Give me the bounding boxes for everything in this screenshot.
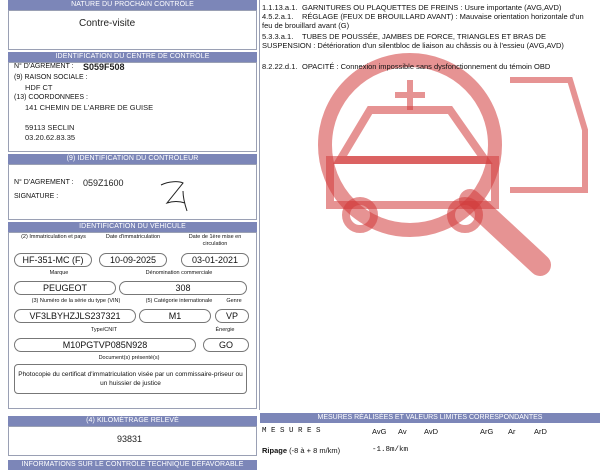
col-avd: AvD [424,427,439,436]
genre-value: VP [215,309,249,323]
controleur-box [8,164,257,220]
genre-caption: Genre [226,298,242,304]
marque-caption: Marque [49,270,69,276]
date-immat-caption: Date d'immatriculation [105,234,161,240]
categorie-value: M1 [139,309,211,323]
signature-scribble [149,179,209,213]
date-first-value: 03-01-2021 [181,253,249,267]
date-first-caption: Date de 1ère mise en circulation [188,234,242,247]
footer-header: INFORMATIONS SUR LE CONTRÔLE TECHNIQUE DÉFAVORABLE [8,460,257,470]
defect-item: 8.2.22.d.1. OPACITÉ : Connexion impossible sans dysfonctionnement du témoin OBD [262,62,551,71]
energie-caption: Énergie [215,327,235,333]
kilometrage-box [8,426,257,456]
col-ard: ArD [534,427,547,436]
col-av: Av [398,427,407,436]
next-inspection-value: Contre-visite [79,18,136,29]
immat-caption: (2) Immatriculation et pays [21,234,86,240]
date-immat-value: 10-09-2025 [99,253,167,267]
categorie-caption: (5) Catégorie internationale [145,298,213,304]
defect-item: 5.3.3.a.1. TUBES DE POUSSÉE, JAMBES DE FORCE, TRIANGLES ET BRAS DE SUSPENSION : Détérioration d'un silentbloc de liaison au châssis ou à l'essieu (AVG,AVD) [262,32,564,50]
centre-agrement-value: S059F508 [83,62,125,72]
centre-box [8,62,257,152]
controleur-agrement-label: N° D'AGREMENT : [14,179,74,186]
marque-value: PEUGEOT [14,281,116,295]
col-ar: Ar [508,427,516,436]
ripage-label: Ripage (-8 à + 8 m/km) [262,446,341,455]
denom-value: 308 [119,281,247,295]
docs-caption: Document(s) présenté(s) [98,355,160,361]
centre-header: IDENTIFICATION DU CENTRE DE CONTRÔLE [8,52,257,62]
vehicule-header: IDENTIFICATION DU VÉHICULE [8,222,257,232]
controleur-header: (9) IDENTIFICATION DU CONTRÔLEUR [8,154,257,164]
raison-sociale-value: HDF CT [25,83,53,92]
mesures-header: MESURES RÉALISÉES ET VALEURS LIMITES CORRESPONDANTES [260,413,600,423]
centre-phone: 03.20.62.83.35 [25,133,76,142]
raison-sociale-label: (9) RAISON SOCIALE : [14,74,88,81]
vehicule-box [8,232,257,409]
defect-item: 4.5.2.a.1. RÉGLAGE (FEUX DE BROUILLARD AVANT) : Mauvaise orientation horizontale d'un feu de brouillard avant (G) [262,12,584,30]
next-inspection-box [8,10,257,50]
controleur-agrement-value: 059Z1600 [83,178,124,188]
energie-value: GO [203,338,249,352]
centre-city: 59113 SECLIN [25,123,75,132]
car-magnifier-watermark-icon [300,40,590,290]
type-value: M10PGTVP085N928 [14,338,196,352]
defect-item: 1.1.13.a.1. GARNITURES OU PLAQUETTES DE FREINS : Usure importante (AVG,AVD) [262,3,562,12]
kilometrage-header: (4) KILOMÉTRAGE RELEVÉ [8,416,257,426]
docs-value: Photocopie du certificat d'immatriculation visée par un commissaire-priseur ou un huissier de justice [14,364,247,394]
centre-address: 141 CHEMIN DE L'ARBRE DE GUISE [25,103,154,112]
immat-value: HF-351-MC (F) [14,253,92,267]
denom-caption: Dénomination commerciale [145,270,213,276]
ripage-value: -1.8m/km [372,446,409,454]
type-caption: Type/CNIT [90,327,118,333]
vin-value: VF3LBYHZJLS237321 [14,309,136,323]
signature-label: SIGNATURE : [14,193,59,200]
coordonnees-label: (13) COORDONNEES : [14,94,88,101]
kilometrage-value: 93831 [117,434,143,444]
mesures-columns-label: M E S U R E S [262,427,321,435]
centre-agrement-label: N° D'AGREMENT : [14,63,74,70]
col-avg: AvG [372,427,387,436]
col-arg: ArG [480,427,494,436]
next-inspection-header: NATURE DU PROCHAIN CONTRÔLE [8,0,257,10]
vin-caption: (3) Numéro de la série du type (VIN) [31,298,121,304]
